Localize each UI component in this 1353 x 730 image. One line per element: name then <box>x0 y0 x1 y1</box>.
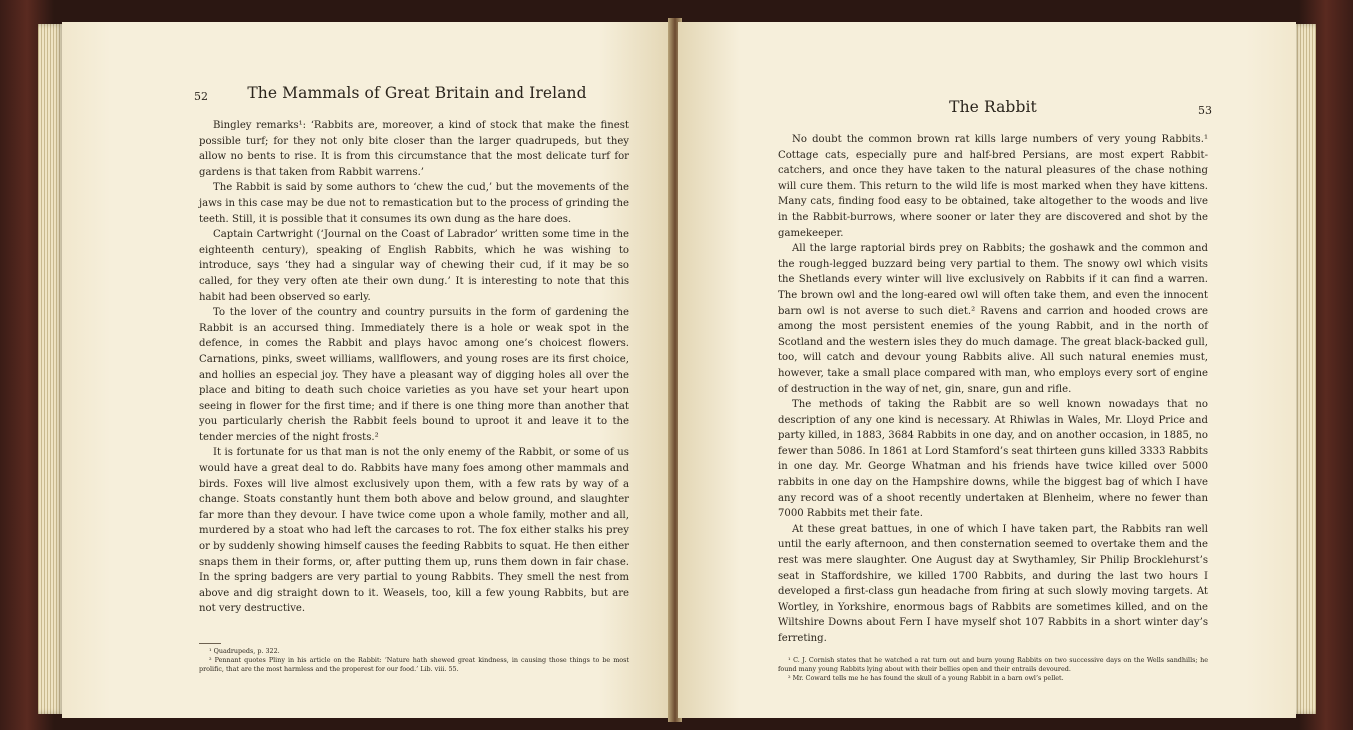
footnote: ¹ Quadrupeds, p. 322. <box>209 647 280 655</box>
paragraph: The Rabbit is said by some authors to ‘chew the cud,’ but the movements of the jaws in this case may be due not to remastication but to the process of grinding the teeth. Still, it is possible that it consumes its own dung as the hare does. <box>199 182 629 225</box>
page-number: 52 <box>194 90 208 103</box>
footnote-rule <box>199 643 221 644</box>
left-page-body <box>199 118 629 617</box>
paragraph: All the large raptorial birds prey on Rabbits; the goshawk and the common and the rough-legged buzzard being very partial to them. The snowy owl which visits the Shetlands every winter will live exclusively on Rabbits if it can find a warren. The brown owl and the long-eared owl will often take them, and even the innocent barn owl is not averse to such diet.² Ravens and carrion and hooded crows are among the most persistent enemies of the young Rabbit, and in the north of Scotland and the western isles they do much damage. The great black-backed gull, too, will catch and devour young Rabbits alive. All such natural enemies must, however, take a small place compared with man, who employs every sort of engine of destruction in the way of net, gin, snare, gun and rifle. <box>778 243 1208 395</box>
paragraph: Captain Cartwright (‘Journal on the Coast of Labrador’ written some time in the eighteenth century), speaking of English Rabbits, which he was wishing to introduce, says ‘they had a singular way of chewing their cud, if it may be so called, for they very often ate their own dung.’ It is interesting to note that this habit had been observed so early. <box>199 229 629 303</box>
footnote: ¹ C. J. Cornish states that he watched a rat turn out and burn young Rabbits on two successive days on the Wells sandhills; he found many young Rabbits lying about with their bellies open and their entrails devoured. <box>778 656 1208 674</box>
footnote: ² Pennant quotes Pliny in his article on the Rabbit: ‘Nature hath shewed great kindness, in causing those things to be most prolific, that are the most harmless and the properest for our food.’ Lib. viii. 55. <box>199 656 629 674</box>
right-page-body <box>778 132 1208 647</box>
paragraph: Bingley remarks¹: ‘Rabbits are, moreover, a kind of stock that make the finest possible turf; for they not only bite closer than the larger quadrupeds, but they allow no bents to rise. It is from this circumstance that the most delicate turf for gardens is that taken from Rabbit warrens.’ <box>199 120 629 178</box>
page-edges-left <box>38 24 64 714</box>
right-page-header <box>778 98 1212 122</box>
left-page-header <box>194 84 622 108</box>
running-title: The Mammals of Great Britain and Ireland <box>247 84 587 102</box>
paragraph: To the lover of the country and country pursuits in the form of gardening the Rabbit is an accursed thing. Immediately there is a hole or weak spot in the defence, in comes the Rabbit and plays havoc among one’s choicest flowers. Carnations, pinks, sweet williams, wallflowers, and young roses are its first choice, and hollies an especial joy. They have a pleasant way of digging holes all over the place and biting to death such choice varieties as you have set your heart upon seeing in flower for the first time; and if there is one thing more than another that you particularly cherish the Rabbit feels bound to uproot it and leave it to the tender mercies of the night frosts.² <box>199 307 629 443</box>
right-page <box>678 22 1296 718</box>
paragraph: At these great battues, in one of which I have taken part, the Rabbits ran well until the early afternoon, and then consternation seemed to overtake them and the rest was mere slaughter. One August day at Swythamley, Sir Philip Brocklehurst’s seat in Staffordshire, we killed 1700 Rabbits, and during the last two hours I developed a first-class gun headache from firing at such slowly moving targets. At Wortley, in Yorkshire, enormous bags of Rabbits are sometimes killed, and on the Wiltshire Downs about Fern I have myself shot 107 Rabbits in a short winter day’s ferreting. <box>778 523 1208 644</box>
paragraph: No doubt the common brown rat kills large numbers of very young Rabbits.¹ Cottage cats, especially pure and half-bred Persians, are most expert Rabbit-catchers, and once they have taken to the natural pleasures of the chase nothing will cure them. This return to the wild life is most marked when they have kittens. Many cats, finding food easy to be obtained, take altogether to the woods and live in the Rabbit-burrows, where sooner or later they are discovered and shot by the gamekeeper. <box>778 134 1208 239</box>
paragraph: The methods of taking the Rabbit are so well known nowadays that no description of any one kind is necessary. At Rhiwlas in Wales, Mr. Lloyd Price and party killed, in 1883, 3684 Rabbits in one day, and on another occasion, in 1885, no fewer than 5086. In 1861 at Lord Stamford’s seat thirteen guns killed 3333 Rabbits in one day. Mr. George Whatman and his friends have twice killed over 5000 rabbits in one day on the Hampshire downs, while the biggest bag of which I have any record was of a shoot recently undertaken at Blenheim, where no fewer than 7000 Rabbits met their fate. <box>778 399 1208 520</box>
right-page-footnotes <box>778 656 1208 684</box>
running-title: The Rabbit <box>949 98 1037 116</box>
paragraph: It is fortunate for us that man is not the only enemy of the Rabbit, or some of us would have a great deal to do. Rabbits have many foes among other mammals and birds. Foxes will live almost exclusively upon them, with a few rats by way of a change. Stoats constantly hunt them both above and below ground, and slaughter far more than they devour. I have twice come upon a whole family, mother and all, murdered by a stoat who had left the carcases to rot. The fox either stalks his prey or by suddenly showing himself causes the feeding Rabbits to squat. He then either snaps them in their forms, or, after putting them up, runs them down in fair chase. In the spring badgers are very partial to young Rabbits. They smell the nest from above and dig straight down to it. Weasels, too, kill a few young Rabbits, but are not very destructive. <box>199 447 629 615</box>
left-page <box>62 22 672 718</box>
left-page-footnotes <box>199 647 629 675</box>
page-number: 53 <box>1198 104 1212 117</box>
footnote: ² Mr. Coward tells me he has found the skull of a young Rabbit in a barn owl’s pellet. <box>788 674 1064 683</box>
